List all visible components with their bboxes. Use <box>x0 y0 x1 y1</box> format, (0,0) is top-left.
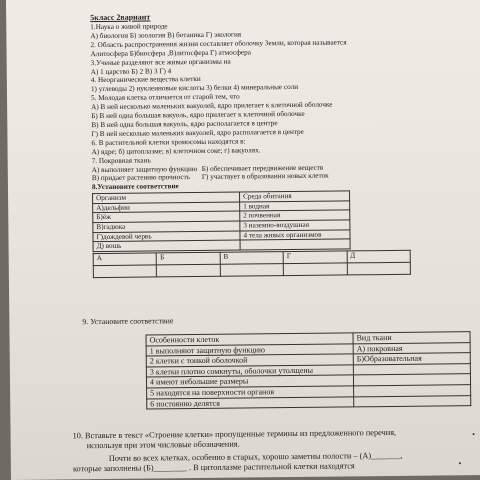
table-row <box>93 239 350 251</box>
table-cell-right: 1 водная <box>240 201 350 212</box>
worksheet-line: 6. В растительной клетки хромосомы находятся в: <box>91 137 246 147</box>
q10-text <box>73 427 473 474</box>
table-cell-right: 3 наземно-воздушная <box>240 220 350 231</box>
answer-blank[interactable] <box>157 264 221 277</box>
table-cell-right <box>240 239 350 250</box>
answer-blank[interactable] <box>220 263 284 276</box>
q9-prompt: 9. Установите соответствие <box>82 316 174 327</box>
q8-prompt: 8.Установите соответствие <box>91 182 179 192</box>
worksheet-line: А) биология Б) зоология В) ботаника Г) экология <box>90 30 242 41</box>
table-cell-left: Б)ёж <box>93 211 240 222</box>
q10-line: Почти во всех клетках, особенно в старых, хорошо заметны полости – (А)_______, <box>108 450 403 463</box>
worksheet-line: А) В ней несколько маленьких вакуолей, ядро прилегает к клеточной оболочке <box>91 100 333 112</box>
table-header-cell: Среда обитания <box>240 191 350 202</box>
answer-letter: Д <box>347 250 411 263</box>
table-cell-left: 2 клетки с тонкой оболочкой <box>146 354 353 367</box>
q10-line: используя при этом числовые обозначения. <box>86 439 240 451</box>
worksheet-top <box>90 9 453 278</box>
table-cell-right: Б)Образовательная <box>353 353 470 365</box>
worksheet-title: 5класс 2вариант <box>90 12 151 23</box>
answer-letter: Б <box>157 252 221 265</box>
table-cell-left: 3 клетки плотно сомкнуты, оболочки утолщены <box>146 365 353 378</box>
table-header-cell: Организм <box>93 192 240 203</box>
q7-option-b: Б) обеспечивает передвижение веществ <box>201 163 324 173</box>
ink-dot <box>459 462 461 464</box>
table-cell-left: В)гадюка <box>93 221 240 232</box>
table-cell-left: Г)дождевой червь <box>93 231 240 242</box>
q10-line: которые заполнены (Б)________ . В цитоплазме растительной клетки находятся <box>72 461 355 474</box>
table-cell-left: 5 находятся на поверхности органов <box>147 386 354 399</box>
q7-option-v: В) придает растению прочность <box>91 173 191 183</box>
worksheet-line: Алитосфера Б)биосфера ,В)литосфера Г) атмосфера <box>90 48 251 58</box>
worksheet-line: 3.Ученые разделяют все живые организмы на <box>90 57 231 67</box>
q8-match-table <box>92 191 351 252</box>
table-cell-left: 1 выполняют защитную функцию <box>146 343 353 356</box>
worksheet-line: Б) В ней одна большая вакуоль, ядро прилегает к клеточной оболочке <box>91 109 305 121</box>
answer-letter: А <box>93 253 157 266</box>
table-cell-right <box>354 395 471 407</box>
worksheet-line: Г) В ней несколько маленьких вакуолей, ядро располагается в центре <box>91 127 304 138</box>
q9-match-table <box>146 331 472 410</box>
table-cell-right: 2 почвенная <box>240 210 350 221</box>
worksheet-line: 7. Покровная ткань <box>91 156 151 165</box>
table-header-cell: Вид ткани <box>353 332 470 344</box>
answer-blank[interactable] <box>93 265 157 278</box>
answer-blank[interactable] <box>283 263 347 276</box>
worksheet-line: 2. Область распространения жизни составляет оболочку Земли, которая называется <box>90 38 347 49</box>
worksheet-line: 5. Молодая клетка отличается от старой тем, что <box>90 92 240 103</box>
table-cell-left: 6 постоянно делятся <box>147 396 354 409</box>
q8-answer-grid <box>93 250 411 278</box>
q7-option-g: Г) участвует в образовании новых клеток <box>201 172 329 182</box>
table-cell-right: 4 тела живых организмов <box>240 230 350 241</box>
questions-1-7 <box>90 19 451 165</box>
table-cell-right: А) покровная <box>353 342 470 354</box>
answer-letter: В <box>220 251 284 264</box>
worksheet-line: 1) углеводы 2) нуклеиновые кислоты 3) белки 4) минеральные соли <box>90 83 299 94</box>
worksheet-line: В) В ней одна большая вакуоль, ядро располагается в центре <box>91 119 278 130</box>
table-cell-left: 4 имеют небольшие размеры <box>146 375 353 388</box>
ink-dot <box>473 433 475 435</box>
paper-sheet <box>6 0 480 480</box>
answer-letter: Г <box>283 251 347 264</box>
worksheet-line: 4. Неорганические вещества клетки <box>90 75 201 85</box>
table-cell-left: А)дельфин <box>93 202 240 213</box>
answer-blank-row <box>93 262 410 277</box>
q7-option-a: А) выполняет защитную функцию <box>91 164 198 174</box>
worksheet-line: А) ядре; б) цитоплазме; в) клеточном соке; г) вакуолях. <box>91 146 261 156</box>
table-cell-left: Д) вошь <box>93 240 240 251</box>
worksheet-line: 1.Наука о живой природе <box>90 22 168 32</box>
table-header-cell: Особенности клеток <box>146 333 353 346</box>
worksheet-line: А) 1 царство Б) 2 В) 3 Г) 4 <box>90 66 172 76</box>
answer-blank[interactable] <box>347 262 411 275</box>
q10-line: 10. Вставьте в текст «Строение клетки» пропущенные термины из предложенного перечня, <box>72 427 397 441</box>
